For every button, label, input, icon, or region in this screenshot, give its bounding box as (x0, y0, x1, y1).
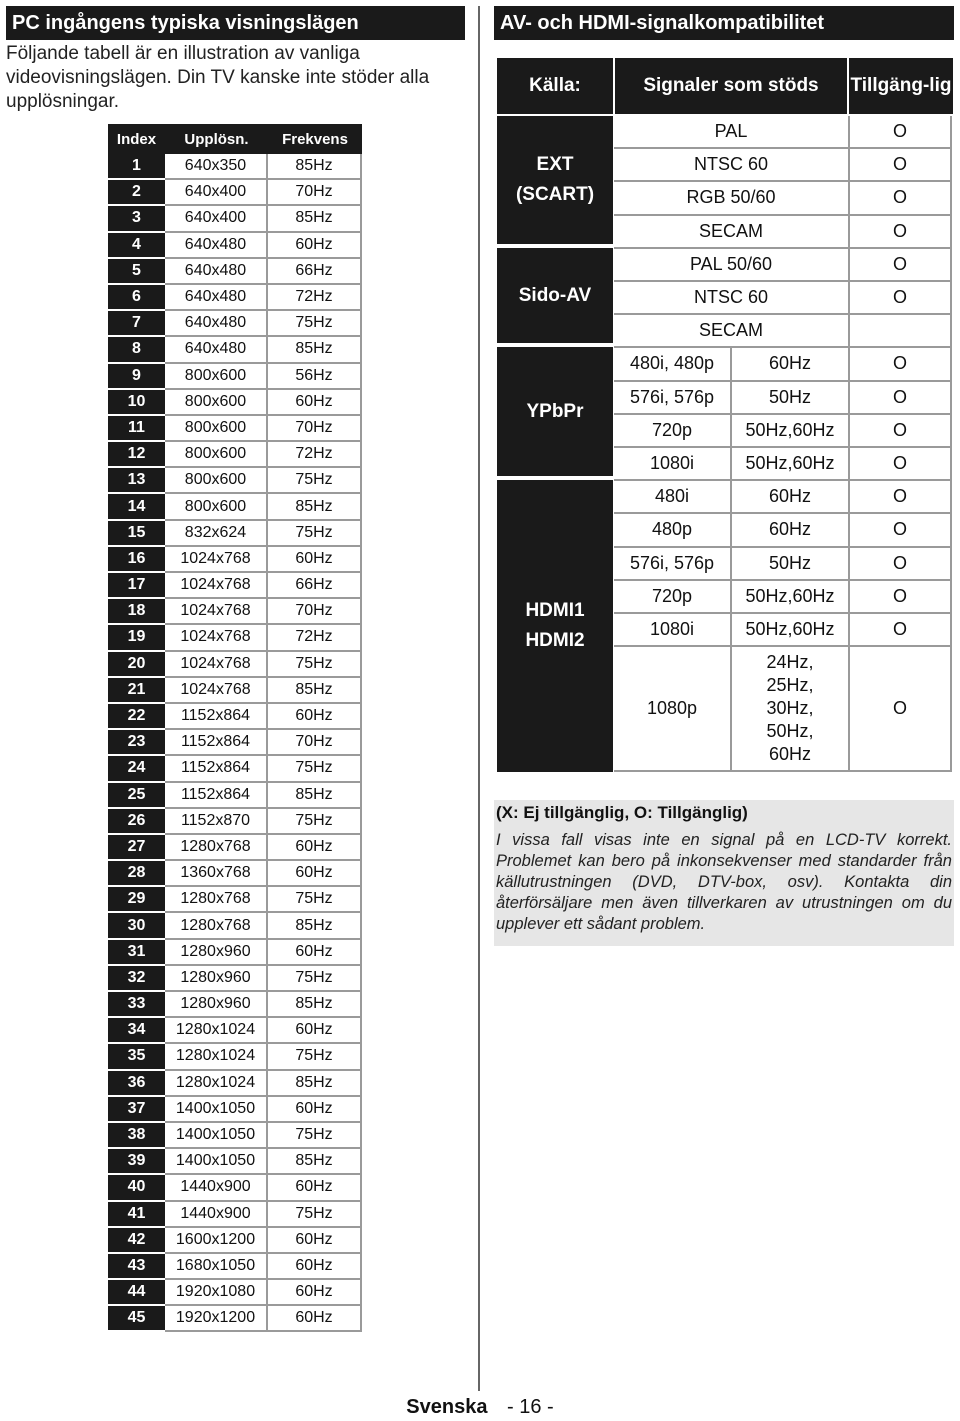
signal-format: 720p (614, 415, 732, 448)
availability-mark: O (850, 481, 952, 514)
row-resolution: 1280x960 (165, 940, 268, 966)
row-index: 3 (108, 206, 165, 232)
row-frequency: 85Hz (268, 494, 362, 520)
row-frequency: 75Hz (268, 809, 362, 835)
signal-format: 1080p (614, 646, 732, 772)
signal-row-hdmi (614, 614, 952, 647)
table-row (108, 599, 362, 625)
signal-format: 720p (614, 581, 732, 614)
row-resolution: 640x350 (165, 154, 268, 180)
row-frequency: 66Hz (268, 259, 362, 285)
table-row (108, 625, 362, 651)
table-row (108, 1097, 362, 1123)
table-row (108, 233, 362, 259)
signal-frequency: 60Hz (732, 481, 850, 514)
signal-frequency: 50Hz (732, 548, 850, 581)
row-resolution: 1920x1080 (165, 1280, 268, 1306)
row-frequency: 75Hz (268, 756, 362, 782)
signal-format: 480i, 480p (614, 348, 732, 381)
freq-line: 25Hz, (766, 674, 814, 695)
header-frequency: Frekvens (282, 130, 348, 148)
row-resolution: 1152x864 (165, 783, 268, 809)
page-footer (0, 1396, 960, 1419)
row-index: 24 (108, 756, 165, 782)
header-availability: Tillgäng-lig (847, 58, 953, 114)
table-row (108, 652, 362, 678)
freq-line: 50Hz, (766, 720, 814, 741)
table-row (108, 285, 362, 311)
source-ext (497, 116, 613, 248)
av-table-header (497, 58, 953, 114)
row-index: 30 (108, 913, 165, 939)
source-sidoav (497, 248, 613, 347)
row-frequency: 60Hz (268, 1306, 362, 1332)
row-index: 2 (108, 180, 165, 206)
row-frequency: 70Hz (268, 180, 362, 206)
signal-format: 480p (614, 514, 732, 547)
row-resolution: 800x600 (165, 494, 268, 520)
row-frequency: 70Hz (268, 730, 362, 756)
header-source: Källa: (497, 58, 613, 114)
row-resolution: 1400x1050 (165, 1097, 268, 1123)
row-index: 22 (108, 704, 165, 730)
row-index: 11 (108, 416, 165, 442)
row-resolution: 1400x1050 (165, 1123, 268, 1149)
availability-mark: O (850, 581, 952, 614)
row-index: 28 (108, 861, 165, 887)
table-row (108, 1018, 362, 1044)
signal-name: PAL (614, 116, 850, 149)
row-resolution: 1680x1050 (165, 1254, 268, 1280)
row-index: 15 (108, 521, 165, 547)
signal-frequencies (732, 646, 850, 772)
availability-mark: O (850, 448, 952, 481)
row-frequency: 75Hz (268, 966, 362, 992)
table-row (108, 940, 362, 966)
row-frequency: 85Hz (268, 913, 362, 939)
row-index: 9 (108, 364, 165, 390)
pc-table-body (108, 154, 362, 1332)
row-index: 1 (108, 154, 165, 180)
row-index: 25 (108, 783, 165, 809)
table-row (108, 337, 362, 363)
row-index: 14 (108, 494, 165, 520)
availability-mark: O (850, 249, 952, 282)
row-resolution: 1280x768 (165, 887, 268, 913)
row-resolution: 1152x870 (165, 809, 268, 835)
table-row (108, 704, 362, 730)
table-row (108, 390, 362, 416)
row-index: 4 (108, 233, 165, 259)
legend-box (494, 800, 954, 946)
compatibility-note: I vissa fall visas inte en signal på en LCD-TV korrekt. Problemet kan bero på inkonsekvenser med standarder från källutrustningen (DVD, DTV-box, osv). Kontakta din återförsäljare men även tillverkaren av utrustningen om du upplever ett sådant problem. (496, 831, 952, 933)
table-row (108, 1044, 362, 1070)
row-index: 20 (108, 652, 165, 678)
row-index: 35 (108, 1044, 165, 1070)
table-row (108, 259, 362, 285)
row-frequency: 70Hz (268, 416, 362, 442)
row-frequency: 60Hz (268, 547, 362, 573)
row-index: 31 (108, 940, 165, 966)
signal-row-hdmi (614, 548, 952, 581)
availability-mark: O (850, 348, 952, 381)
signal-frequency: 50Hz,60Hz (732, 614, 850, 647)
table-row (108, 416, 362, 442)
row-resolution: 1280x960 (165, 992, 268, 1018)
row-frequency: 75Hz (268, 1123, 362, 1149)
table-row (108, 678, 362, 704)
table-row (108, 468, 362, 494)
availability-mark: O (850, 282, 952, 315)
row-resolution: 1280x960 (165, 966, 268, 992)
table-row (108, 180, 362, 206)
signal-row-hdmi-1080p (614, 646, 952, 772)
source-hdmi-line2: HDMI2 (525, 630, 585, 651)
row-index: 23 (108, 730, 165, 756)
availability-mark: O (850, 646, 952, 772)
availability-legend: (X: Ej tillgänglig, O: Tillgänglig) (496, 803, 748, 822)
row-frequency: 85Hz (268, 783, 362, 809)
table-row (108, 913, 362, 939)
source-hdmi (497, 480, 613, 772)
row-resolution: 1024x768 (165, 547, 268, 573)
row-index: 44 (108, 1280, 165, 1306)
source-ext-line2: (SCART) (515, 184, 595, 205)
signal-row-ext (614, 182, 952, 215)
row-frequency: 75Hz (268, 1044, 362, 1070)
table-row (108, 1280, 362, 1306)
row-resolution: 640x480 (165, 285, 268, 311)
row-resolution: 1280x768 (165, 835, 268, 861)
row-resolution: 832x624 (165, 521, 268, 547)
row-resolution: 1280x1024 (165, 1044, 268, 1070)
row-index: 42 (108, 1228, 165, 1254)
signal-frequency: 50Hz,60Hz (732, 581, 850, 614)
signal-format: 480i (614, 481, 732, 514)
table-row (108, 1175, 362, 1201)
row-frequency: 85Hz (268, 154, 362, 180)
table-row (108, 1202, 362, 1228)
row-frequency: 75Hz (268, 887, 362, 913)
pc-modes-title: PC ingångens typiska visningslägen (6, 6, 465, 40)
table-row (108, 966, 362, 992)
row-index: 32 (108, 966, 165, 992)
signal-name: RGB 50/60 (614, 182, 850, 215)
availability-mark: O (850, 116, 952, 149)
row-frequency: 72Hz (268, 442, 362, 468)
table-row (108, 206, 362, 232)
row-frequency: 60Hz (268, 704, 362, 730)
row-index: 43 (108, 1254, 165, 1280)
signal-row-sidoav (614, 282, 952, 315)
signal-frequency: 60Hz (732, 348, 850, 381)
row-resolution: 1360x768 (165, 861, 268, 887)
signal-row-ypbpr (614, 382, 952, 415)
row-resolution: 1440x900 (165, 1202, 268, 1228)
row-frequency: 75Hz (268, 468, 362, 494)
row-index: 7 (108, 311, 165, 337)
table-row (108, 730, 362, 756)
source-ypbpr-label: YPbPr (526, 400, 584, 422)
signal-row-ypbpr (614, 348, 952, 381)
row-frequency: 60Hz (268, 861, 362, 887)
row-resolution: 1024x768 (165, 625, 268, 651)
row-frequency: 60Hz (268, 390, 362, 416)
pc-modes-table (108, 124, 362, 1332)
row-index: 12 (108, 442, 165, 468)
signal-row-ext (614, 216, 952, 249)
availability-mark: O (850, 149, 952, 182)
source-sidoav-label: Sido-AV (518, 284, 592, 306)
header-index: Index (116, 130, 157, 148)
row-index: 38 (108, 1123, 165, 1149)
row-index: 8 (108, 337, 165, 363)
table-row (108, 494, 362, 520)
row-index: 29 (108, 887, 165, 913)
source-hdmi-line1: HDMI1 (525, 600, 585, 621)
row-frequency: 75Hz (268, 1202, 362, 1228)
signal-name: SECAM (614, 216, 850, 249)
row-frequency: 60Hz (268, 1254, 362, 1280)
table-row (108, 1123, 362, 1149)
row-resolution: 1152x864 (165, 756, 268, 782)
table-row (108, 783, 362, 809)
availability-mark: O (850, 514, 952, 547)
table-row (108, 809, 362, 835)
pc-table-header (108, 124, 362, 154)
row-resolution: 1280x768 (165, 913, 268, 939)
signal-row-ext (614, 149, 952, 182)
row-index: 41 (108, 1202, 165, 1228)
row-frequency: 72Hz (268, 625, 362, 651)
row-frequency: 60Hz (268, 940, 362, 966)
table-row (108, 835, 362, 861)
signal-frequency: 50Hz (732, 382, 850, 415)
row-index: 5 (108, 259, 165, 285)
signal-format: 1080i (614, 614, 732, 647)
availability-mark: O (850, 382, 952, 415)
signal-row-hdmi (614, 481, 952, 514)
row-frequency: 66Hz (268, 573, 362, 599)
table-row (108, 887, 362, 913)
source-ypbpr (497, 347, 613, 480)
row-index: 34 (108, 1018, 165, 1044)
table-row (108, 861, 362, 887)
row-index: 19 (108, 625, 165, 651)
freq-line: 24Hz, (766, 651, 814, 672)
row-index: 27 (108, 835, 165, 861)
availability-mark: O (850, 415, 952, 448)
row-resolution: 1280x1024 (165, 1018, 268, 1044)
row-index: 36 (108, 1071, 165, 1097)
row-index: 37 (108, 1097, 165, 1123)
row-index: 6 (108, 285, 165, 311)
row-frequency: 60Hz (268, 1097, 362, 1123)
table-row (108, 521, 362, 547)
header-resolution: Upplösn. (184, 130, 249, 148)
row-resolution: 1280x1024 (165, 1071, 268, 1097)
row-frequency: 60Hz (268, 1280, 362, 1306)
row-frequency: 75Hz (268, 311, 362, 337)
signal-frequency: 50Hz,60Hz (732, 415, 850, 448)
signal-row-ext (614, 116, 952, 149)
row-frequency: 85Hz (268, 1149, 362, 1175)
row-frequency: 60Hz (268, 835, 362, 861)
table-row (108, 1254, 362, 1280)
signal-format: 1080i (614, 448, 732, 481)
table-row (108, 756, 362, 782)
row-index: 40 (108, 1175, 165, 1201)
row-resolution: 800x600 (165, 416, 268, 442)
availability-mark: O (850, 182, 952, 215)
row-resolution: 640x400 (165, 180, 268, 206)
page-number: - 16 - (507, 1396, 554, 1418)
freq-line: 30Hz, (766, 697, 814, 718)
row-index: 21 (108, 678, 165, 704)
signal-name: NTSC 60 (614, 149, 850, 182)
table-row (108, 1306, 362, 1332)
signal-name: NTSC 60 (614, 282, 850, 315)
row-frequency: 72Hz (268, 285, 362, 311)
row-resolution: 640x400 (165, 206, 268, 232)
signal-name: PAL 50/60 (614, 249, 850, 282)
row-frequency: 85Hz (268, 337, 362, 363)
row-resolution: 1440x900 (165, 1175, 268, 1201)
row-resolution: 1024x768 (165, 599, 268, 625)
table-row (108, 1071, 362, 1097)
signal-row-hdmi (614, 514, 952, 547)
signal-format: 576i, 576p (614, 382, 732, 415)
row-index: 16 (108, 547, 165, 573)
row-resolution: 640x480 (165, 311, 268, 337)
table-row (108, 573, 362, 599)
table-row (108, 154, 362, 180)
row-frequency: 75Hz (268, 521, 362, 547)
row-resolution: 800x600 (165, 442, 268, 468)
row-frequency: 60Hz (268, 1018, 362, 1044)
row-resolution: 1600x1200 (165, 1228, 268, 1254)
table-row (108, 1149, 362, 1175)
signal-row-sidoav (614, 315, 952, 348)
row-resolution: 800x600 (165, 390, 268, 416)
row-index: 18 (108, 599, 165, 625)
availability-mark: O (850, 216, 952, 249)
row-resolution: 640x480 (165, 337, 268, 363)
row-index: 33 (108, 992, 165, 1018)
row-resolution: 1024x768 (165, 573, 268, 599)
row-resolution: 1400x1050 (165, 1149, 268, 1175)
row-index: 17 (108, 573, 165, 599)
row-index: 26 (108, 809, 165, 835)
signal-row-ypbpr (614, 448, 952, 481)
table-row (108, 992, 362, 1018)
row-resolution: 1024x768 (165, 652, 268, 678)
table-row (108, 442, 362, 468)
row-resolution: 1024x768 (165, 678, 268, 704)
table-row (108, 547, 362, 573)
header-signals: Signaler som stöds (613, 58, 847, 114)
source-ext-line1: EXT (536, 154, 574, 175)
column-divider (478, 6, 480, 1391)
availability-mark: O (850, 548, 952, 581)
availability-mark: O (850, 614, 952, 647)
av-hdmi-title: AV- och HDMI-signalkompatibilitet (494, 6, 954, 40)
signal-row-ypbpr (614, 415, 952, 448)
row-frequency: 56Hz (268, 364, 362, 390)
row-index: 45 (108, 1306, 165, 1332)
row-frequency: 85Hz (268, 206, 362, 232)
row-resolution: 1152x864 (165, 704, 268, 730)
signal-frequency: 50Hz,60Hz (732, 448, 850, 481)
availability-mark (850, 315, 952, 348)
table-row (108, 364, 362, 390)
signal-frequency: 60Hz (732, 514, 850, 547)
row-frequency: 60Hz (268, 1228, 362, 1254)
row-frequency: 60Hz (268, 1175, 362, 1201)
row-frequency: 70Hz (268, 599, 362, 625)
table-row (108, 311, 362, 337)
row-resolution: 1152x864 (165, 730, 268, 756)
signal-row-sidoav (614, 249, 952, 282)
row-resolution: 640x480 (165, 259, 268, 285)
row-index: 13 (108, 468, 165, 494)
freq-line: 60Hz (768, 743, 812, 764)
row-frequency: 60Hz (268, 233, 362, 259)
row-resolution: 800x600 (165, 364, 268, 390)
row-resolution: 800x600 (165, 468, 268, 494)
footer-language: Svenska (406, 1396, 488, 1418)
row-frequency: 75Hz (268, 652, 362, 678)
signal-row-hdmi (614, 581, 952, 614)
row-frequency: 85Hz (268, 992, 362, 1018)
row-frequency: 85Hz (268, 1071, 362, 1097)
row-resolution: 640x480 (165, 233, 268, 259)
row-frequency: 85Hz (268, 678, 362, 704)
signal-name: SECAM (614, 315, 850, 348)
row-index: 10 (108, 390, 165, 416)
pc-modes-intro: Följande tabell är en illustration av vanliga videovisningslägen. Din TV kanske inte stöder alla upplösningar. (6, 43, 430, 112)
row-index: 39 (108, 1149, 165, 1175)
signal-format: 576i, 576p (614, 548, 732, 581)
table-row (108, 1228, 362, 1254)
row-resolution: 1920x1200 (165, 1306, 268, 1332)
